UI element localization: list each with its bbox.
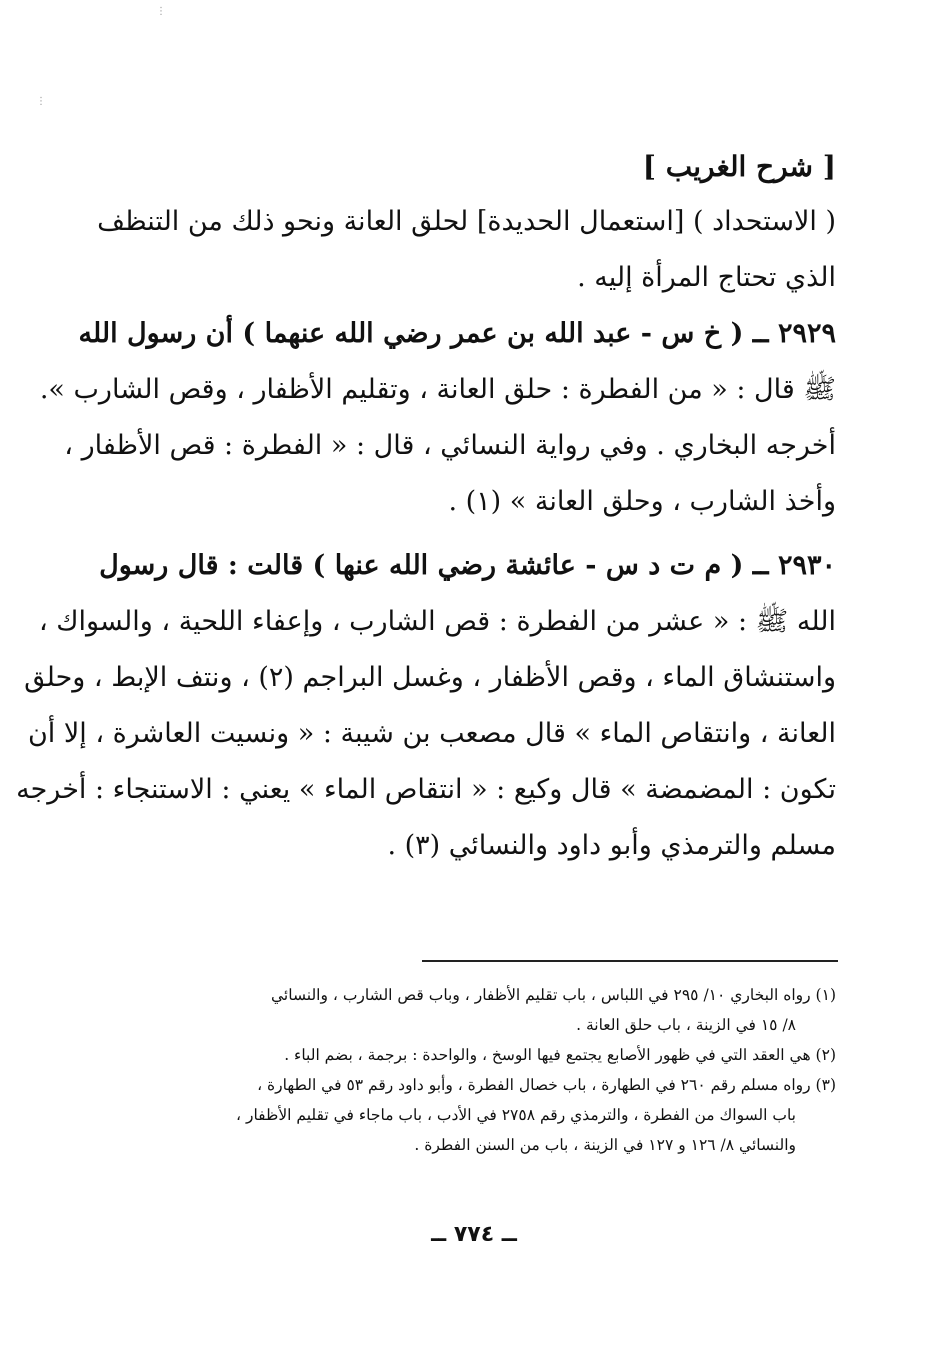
scan-mark: ⋮ xyxy=(36,96,46,107)
main-text xyxy=(16,140,836,874)
footnotes xyxy=(106,980,836,1160)
footnote-1: (١) رواه البخاري ١٠/ ٢٩٥ في اللباس ، باب تقليم الأظفار ، وباب قص الشارب ، والنسائي xyxy=(271,986,836,1004)
text-line: واستنشاق الماء ، وقص الأظفار ، وغسل البراجم (٢) ، ونتف الإبط ، وحلق xyxy=(24,662,836,693)
footnote-3: (٣) رواه مسلم رقم ٢٦٠ في الطهارة ، باب خصال الفطرة ، وأبو داود رقم ٥٣ في الطهارة ، xyxy=(257,1076,836,1094)
hadith-2930-line: ٢٩٣٠ ــ ( م ت د س - عائشة رضي الله عنها ) قالت : قال رسول xyxy=(99,550,836,581)
footnote-3-cont: باب السواك من الفطرة ، والترمذي رقم ٢٧٥٨ في الأدب ، باب ماجاء في تقليم الأظفار ، xyxy=(236,1106,796,1124)
page-number: ــ ٧٧٤ ــ xyxy=(431,1222,517,1247)
text-line: أخرجه البخاري . وفي رواية النسائي ، قال : « الفطرة : قص الأظفار ، xyxy=(64,430,836,461)
text-line: ﷺ قال : « من الفطرة : حلق العانة ، وتقليم الأظفار ، وقص الشارب ». xyxy=(39,374,836,405)
footnote-3-cont: والنسائي ٨/ ١٢٦ و ١٢٧ في الزينة ، باب من السنن الفطرة . xyxy=(414,1136,796,1154)
footnote-1-cont: ٨/ ١٥ في الزينة ، باب حلق العانة . xyxy=(576,1016,796,1034)
text-line: الله ﷺ : « عشر من الفطرة : قص الشارب ، وإعفاء اللحية ، والسواك ، xyxy=(38,606,836,637)
footnote-separator xyxy=(422,960,838,962)
section-heading: [ شرح الغريب ] xyxy=(642,150,836,183)
text-line: مسلم والترمذي وأبو داود والنسائي (٣) . xyxy=(387,830,836,861)
text-line: ( الاستحداد ) [استعمال الحديدة] لحلق العانة ونحو ذلك من التنظف xyxy=(97,206,836,237)
text-line: العانة ، وانتقاص الماء » قال مصعب بن شيبة : « ونسيت العاشرة ، إلا أن xyxy=(27,718,836,749)
hadith-2929-line: ٢٩٢٩ ــ ( خ س - عبد الله بن عمر رضي الله عنهما ) أن رسول الله xyxy=(78,318,836,349)
footnote-2: (٢) هي العقد التي في ظهور الأصابع يجتمع فيها الوسخ ، والواحدة : برجمة ، بضم الباء . xyxy=(284,1046,836,1064)
text-line: وأخذ الشارب ، وحلق العانة » (١) . xyxy=(448,486,836,517)
scan-mark: ⋮ xyxy=(156,6,166,17)
text-line: الذي تحتاج المرأة إليه . xyxy=(577,262,836,293)
text-line: تكون : المضمضة » قال وكيع : « انتقاص الماء » يعني : الاستنجاء : أخرجه xyxy=(16,774,836,805)
